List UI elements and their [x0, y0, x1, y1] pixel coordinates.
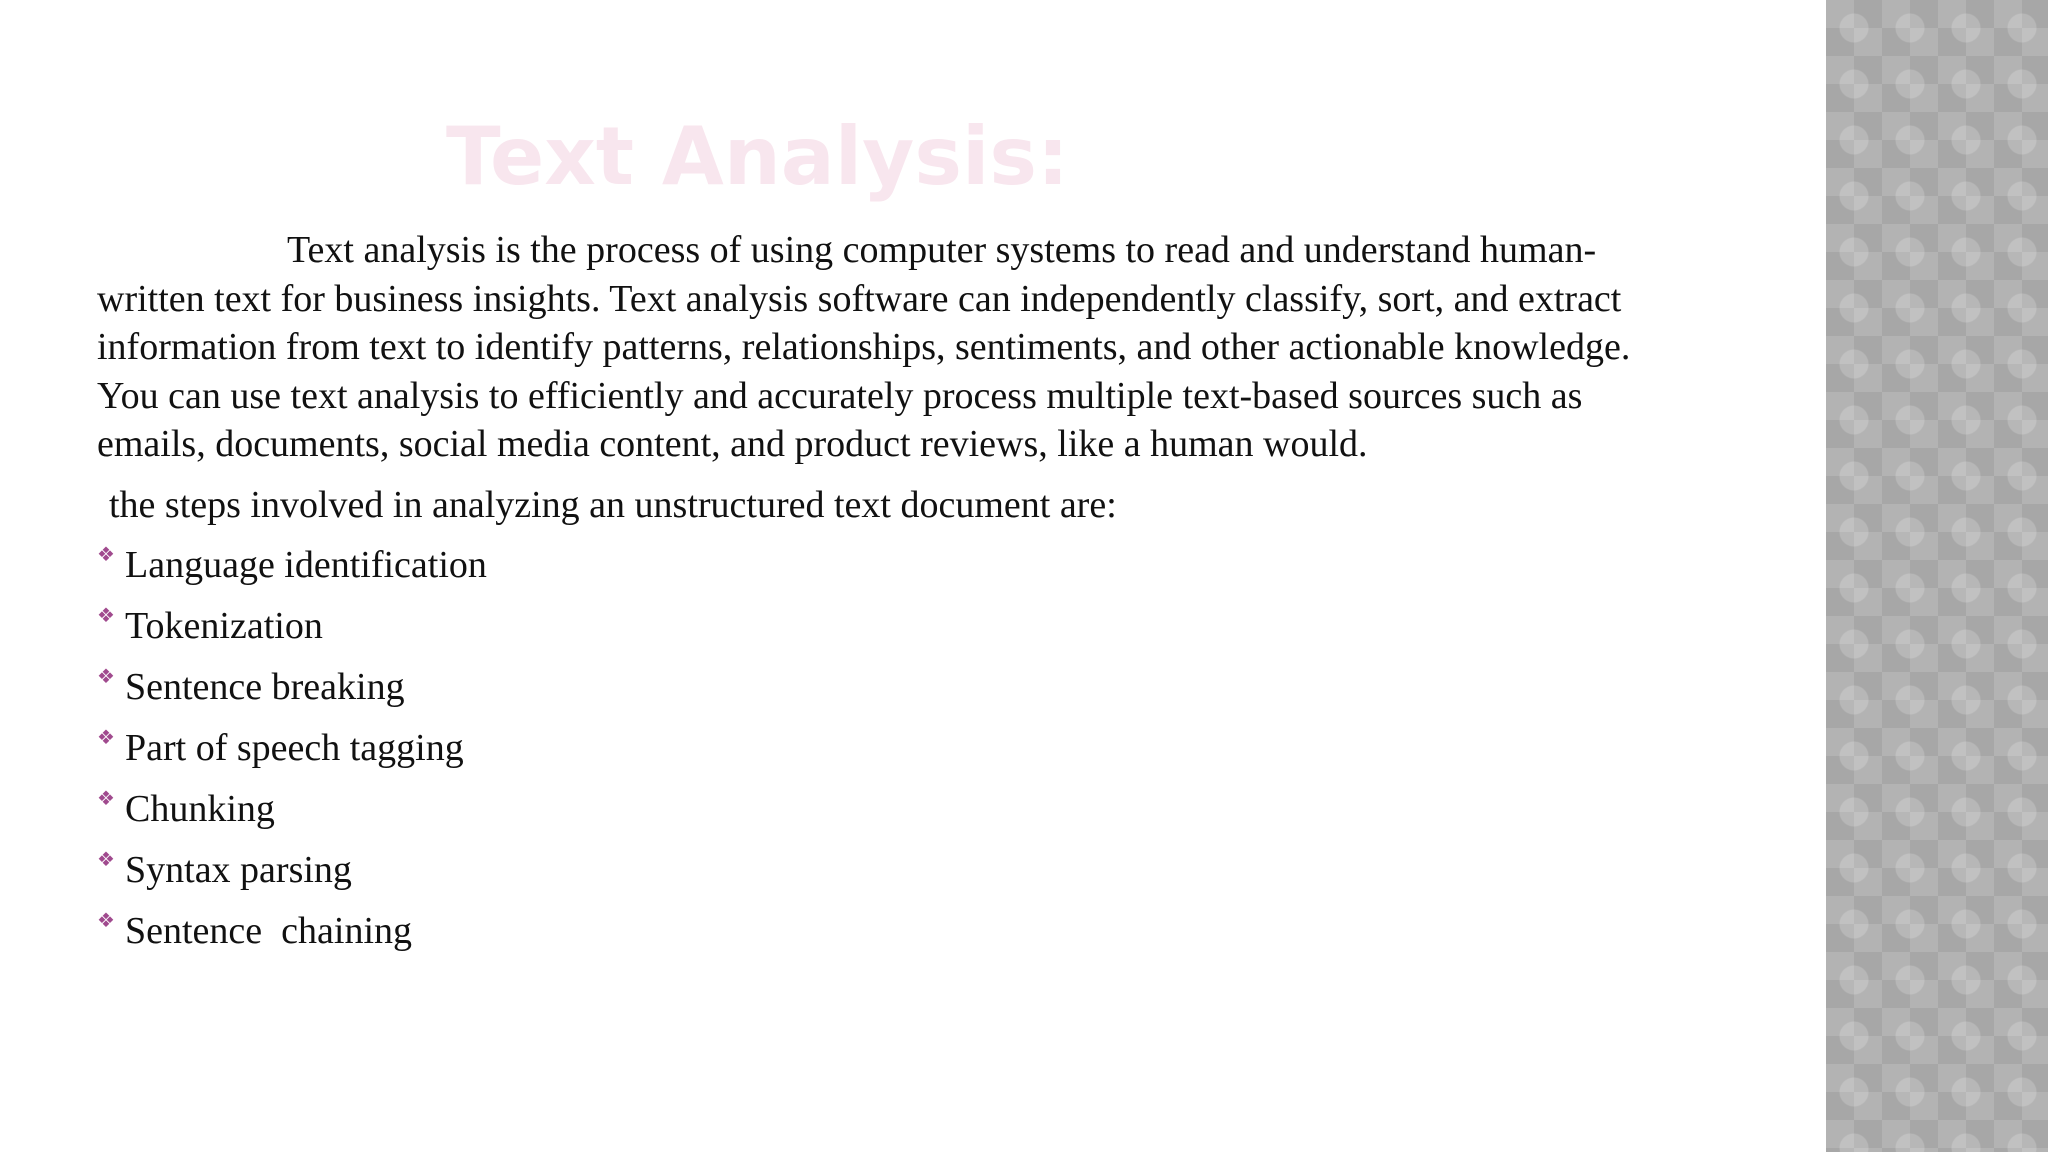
slide-title: Text Analysis:	[446, 110, 1069, 203]
list-item	[97, 663, 1677, 711]
diamond-cluster-icon: ❖	[97, 847, 115, 871]
step-label: Syntax parsing	[125, 849, 352, 891]
diamond-cluster-icon: ❖	[97, 542, 115, 566]
steps-list	[97, 541, 1677, 955]
diamond-cluster-icon: ❖	[97, 664, 115, 688]
intro-paragraph: Text analysis is the process of using computer systems to read and understand human-written text for business insights. Text analysis software can independently classify, sort, and extract information from text to identify patterns, relationships, sentiments, and other actionable knowledge. You can use text analysis to efficiently and accurately process multiple text-based sources such as emails, documents, social media content, and product reviews, like a human would.	[97, 229, 1631, 465]
diamond-cluster-icon: ❖	[97, 725, 115, 749]
list-item	[97, 785, 1677, 833]
list-item	[97, 541, 1677, 589]
step-label: Sentence chaining	[125, 910, 413, 952]
diamond-cluster-icon: ❖	[97, 908, 115, 932]
step-label: Chunking	[125, 788, 275, 830]
step-label: Part of speech tagging	[125, 727, 464, 769]
step-label: Language identification	[125, 544, 487, 586]
decorative-side-panel	[1826, 0, 2048, 1152]
list-item	[97, 724, 1677, 772]
step-label: Sentence breaking	[125, 666, 405, 708]
list-item	[97, 907, 1677, 955]
diamond-cluster-icon: ❖	[97, 786, 115, 810]
list-item	[97, 602, 1677, 650]
steps-intro: the steps involved in analyzing an unstructured text document are:	[109, 483, 1117, 526]
diamond-cluster-icon: ❖	[97, 603, 115, 627]
slide-body	[97, 226, 1677, 968]
step-label: Tokenization	[125, 605, 323, 647]
list-item	[97, 846, 1677, 894]
